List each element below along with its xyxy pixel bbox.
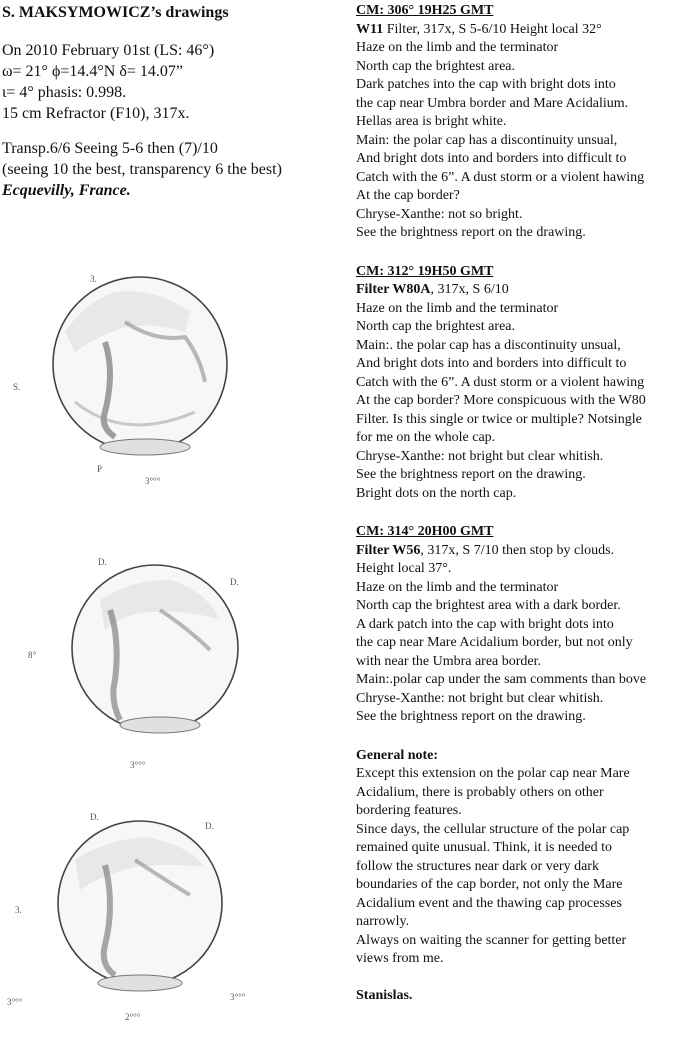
- note-line: See the brightness report on the drawing.: [356, 709, 586, 724]
- note-line: And bright dots into and borders into difficult to: [356, 151, 627, 166]
- note-line: See the brightness report on the drawing.: [356, 225, 586, 240]
- mars-drawing-2: [20, 550, 280, 780]
- drawing-label: 3°°°: [7, 997, 23, 1007]
- filter-line: [356, 281, 698, 300]
- note-line: Bright dots on the north cap.: [356, 485, 517, 501]
- ephemeris-line: ω= 21° ϕ=14.4°N δ= 14.07”: [2, 63, 184, 80]
- section-cm-314: [356, 523, 698, 727]
- drawing-label: 3°°°: [130, 760, 146, 770]
- note-line: Chryse-Xanthe: not so bright.: [356, 206, 523, 222]
- filter-details: , 317x, S 7/10 then stop by clouds.: [420, 542, 615, 558]
- note-line: At the cap border? More conspicuous with the W80: [356, 393, 646, 408]
- conditions-note: (seeing 10 the best, transparency 6 the best): [2, 161, 282, 178]
- note-line: North cap the brightest area with a dark border.: [356, 598, 621, 613]
- filter-details: , 317x, S 6/10: [430, 282, 509, 297]
- filter-name: Filter W56: [356, 542, 421, 558]
- note-line: Catch with the 6”. A dust storm or a violent hawing: [356, 169, 645, 185]
- drawing-label: 3°°°: [230, 992, 246, 1002]
- section-cm-312: [356, 263, 698, 504]
- instrument-line: 15 cm Refractor (F10), 317x.: [2, 105, 190, 122]
- filter-name: W11: [356, 21, 384, 37]
- note-line: remained quite unusual. Think, it is needed to: [356, 840, 612, 855]
- note-line: Main:. the polar cap has a discontinuity unsual,: [356, 337, 621, 353]
- filter-line: [356, 21, 698, 40]
- note-line: Chryse-Xanthe: not bright but clear whitish.: [356, 690, 604, 706]
- drawing-label: D.: [230, 577, 239, 587]
- note-line: Acidalium event and the thawing cap processes: [356, 895, 622, 911]
- drawing-label: D.: [90, 812, 99, 822]
- page-title: S. MAKSYMOWICZ’s drawings: [2, 4, 229, 21]
- note-line: Chryse-Xanthe: not bright but clear whitish.: [356, 448, 604, 464]
- note-line: At the cap border?: [356, 188, 460, 203]
- note-line: Hellas area is bright white.: [356, 114, 507, 129]
- note-line: Except this extension on the polar cap near Mare: [356, 766, 630, 781]
- note-line: Haze on the limb and the terminator: [356, 579, 559, 595]
- note-line: for me on the whole cap.: [356, 430, 496, 445]
- general-note-heading: General note:: [356, 747, 439, 763]
- note-line: Always on waiting the scanner for getting better: [356, 932, 627, 948]
- general-note: [356, 747, 698, 1006]
- filter-details: Filter, 317x, S 5-6/10 Height local 32°: [383, 21, 602, 37]
- phase-line: ι= 4° phasis: 0.998.: [2, 84, 127, 101]
- signature: Stanislas.: [356, 987, 413, 1003]
- note-line: Haze on the limb and the terminator: [356, 40, 559, 55]
- note-line: with near the Umbra area border.: [356, 653, 542, 669]
- drawing-label: S.: [13, 382, 21, 392]
- note-line: Filter. Is this single or twice or multiple? Notsingle: [356, 411, 642, 427]
- location: Ecquevilly, France.: [2, 182, 131, 199]
- drawing-label: 3°°°: [145, 476, 161, 486]
- filter-name: Filter W80A: [356, 282, 431, 297]
- drawing-label: P: [97, 464, 103, 474]
- note-line: narrowly.: [356, 914, 410, 929]
- mars-drawing-1: [5, 262, 255, 492]
- note-line: Acidalium, there is probably others on other: [356, 784, 604, 800]
- note-line: bordering features.: [356, 803, 462, 818]
- note-line: Since days, the cellular structure of the polar cap: [356, 821, 630, 837]
- observation-notes: [356, 2, 698, 1005]
- note-line: the cap near Mare Acidalium border, but not only: [356, 635, 633, 650]
- note-line: A dark patch into the cap with bright dots into: [356, 616, 614, 632]
- note-line: See the brightness report on the drawing.: [356, 467, 586, 482]
- section-heading: CM: 314° 20H00 GMT: [356, 524, 494, 539]
- note-line: North cap the brightest area.: [356, 58, 515, 74]
- filter-line: [356, 542, 698, 561]
- drawing-label: D.: [205, 821, 214, 831]
- note-line: Haze on the limb and the terminator: [356, 300, 559, 316]
- section-heading: CM: 312° 19H50 GMT: [356, 263, 494, 279]
- note-line: Catch with the 6”. A dust storm or a violent hawing: [356, 374, 645, 390]
- note-line: North cap the brightest area.: [356, 319, 515, 334]
- note-line: Height local 37°.: [356, 561, 452, 576]
- note-line: boundaries of the cap border, not only the Mare: [356, 877, 623, 892]
- observation-header: [2, 4, 342, 201]
- drawing-label: 3.: [90, 274, 97, 284]
- drawing-label: D.: [98, 557, 107, 567]
- note-line: And bright dots into and borders into difficult to: [356, 356, 627, 371]
- mars-drawing-3: [5, 805, 275, 1030]
- section-cm-306: [356, 2, 698, 243]
- note-line: Main:.polar cap under the sam comments than bove: [356, 672, 647, 687]
- drawing-label: 8°: [28, 650, 37, 660]
- note-line: follow the structures near dark or very dark: [356, 858, 599, 874]
- conditions-line: Transp.6/6 Seeing 5-6 then (7)/10: [2, 140, 218, 157]
- drawing-label: 3.: [15, 905, 22, 915]
- note-line: Dark patches into the cap with bright dots into: [356, 77, 616, 92]
- section-heading: CM: 306° 19H25 GMT: [356, 3, 494, 18]
- date-line: On 2010 February 01st (LS: 46°): [2, 42, 215, 59]
- drawing-label: 2°°°: [125, 1012, 141, 1022]
- note-line: the cap near Umbra border and Mare Acidalium.: [356, 95, 629, 111]
- note-line: views from me.: [356, 951, 444, 966]
- note-line: Main: the polar cap has a discontinuity unsual,: [356, 132, 618, 148]
